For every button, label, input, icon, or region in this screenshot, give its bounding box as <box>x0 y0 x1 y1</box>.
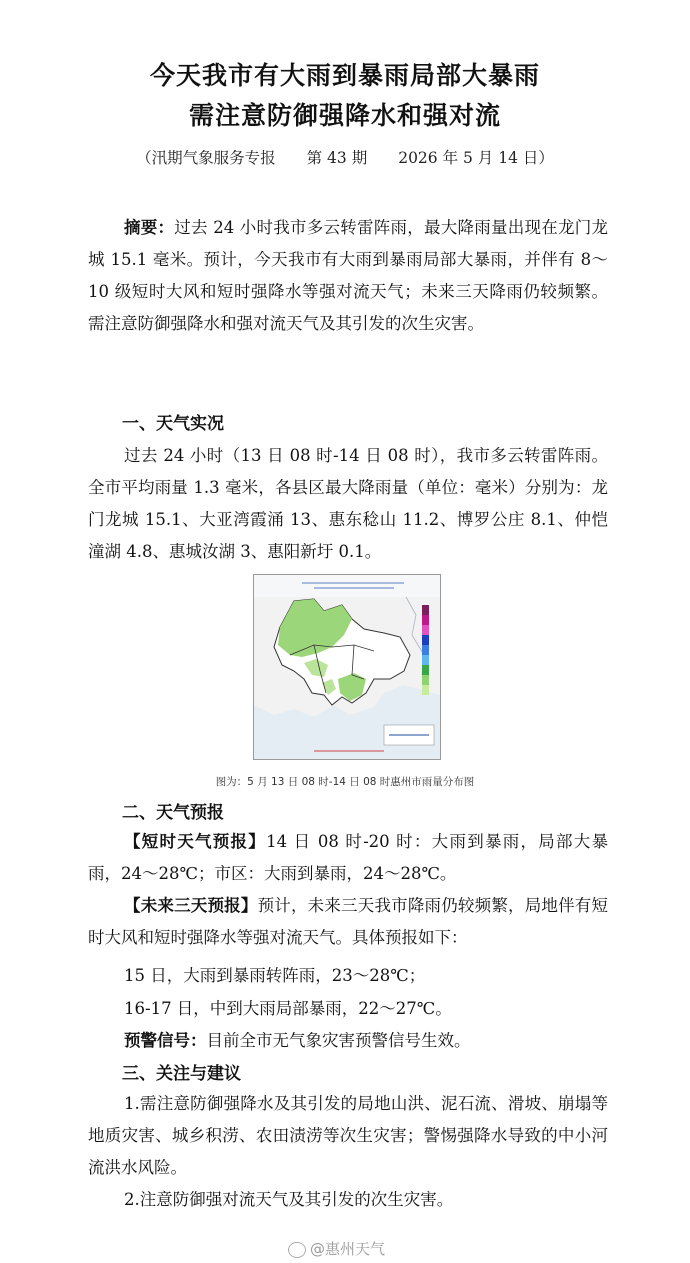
legend-swatch <box>422 665 429 675</box>
legend-swatch <box>422 645 429 655</box>
legend-swatch <box>422 605 429 615</box>
summary-paragraph <box>88 212 608 340</box>
weibo-icon <box>288 1242 306 1258</box>
title-line-2: 需注意防御强降水和强对流 <box>188 101 501 130</box>
forecast-day-15: 15 日，大雨到暴雨转阵雨，23～28℃； <box>124 966 426 985</box>
short-forecast <box>88 826 608 890</box>
summary-label: 摘要： <box>124 218 175 237</box>
warning-text: 目前全市无气象灾害预警信号生效。 <box>206 1031 471 1050</box>
three-day-forecast <box>88 890 608 954</box>
legend-swatch <box>422 675 429 685</box>
advice-item-1: 1.需注意防御强降水及其引发的局地山洪、泥石流、滑坡、崩塌等地质灾害、城乡积涝、农田渍涝等次生灾害；警惕强降水导致的中小河流洪水风险。 <box>88 1094 608 1177</box>
legend-swatch <box>422 625 429 635</box>
weibo-watermark <box>288 1238 385 1259</box>
section1-text: 过去 24 小时（13 日 08 时-14 日 08 时），我市多云转雷阵雨。全市平均雨量 1.3 毫米，各县区最大降雨量（单位：毫米）分别为：龙门龙城 15.1、大亚湾霞涌 13、惠东稔山 11.2、博罗公庄 8.1、仲恺潼湖 4.8、惠城汝湖 3、惠阳新圩 0.1。 <box>88 446 608 561</box>
short-forecast-label: 【短时天气预报】 <box>124 832 267 851</box>
map-caption: 图为：5 月 13 日 08 时-14 日 08 时惠州市雨量分布图 <box>215 776 475 788</box>
summary-text: 过去 24 小时我市多云转雷阵雨，最大降雨量出现在龙门龙城 15.1 毫米。预计，今天我市有大雨到暴雨局部大暴雨，并伴有 8～10 级短时大风和短时强降水等强对流天气；未来三天降雨仍较频繁。需注意防御强降水和强对流天气及其引发的次生灾害。 <box>88 218 608 333</box>
section1-heading: 一、天气实况 <box>122 414 224 434</box>
rainfall-map-graphic <box>254 575 440 759</box>
short-forecast-text: 14 日 08 时-20 时：大雨到暴雨，局部大暴雨，24～28℃；市区：大雨到暴雨，24～28℃。 <box>88 832 609 883</box>
forecast-day-16-17: 16-17 日，中到大雨局部暴雨，22～27℃。 <box>124 999 452 1018</box>
section3-heading: 三、关注与建议 <box>122 1064 241 1084</box>
issue-info: （汛期气象服务专报 第 43 期 2026 年 5 月 14 日） <box>136 149 554 167</box>
warning-label: 预警信号： <box>124 1031 207 1050</box>
three-day-label: 【未来三天预报】 <box>124 896 258 915</box>
warning-signal <box>124 1027 471 1051</box>
advice-item-2: 2.注意防御强对流天气及其引发的次生灾害。 <box>124 1190 454 1209</box>
legend-swatch <box>422 655 429 665</box>
legend-swatch <box>422 685 429 695</box>
section2-heading: 二、天气预报 <box>122 803 224 823</box>
title-line-1: 今天我市有大雨到暴雨局部大暴雨 <box>149 61 540 90</box>
rainfall-map <box>253 574 441 760</box>
map-header-band <box>254 575 440 597</box>
three-day-text: 预计，未来三天我市降雨仍较频繁，局地伴有短时大风和短时强降水等强对流天气。具体预报如下： <box>88 896 609 947</box>
legend-swatch <box>422 635 429 645</box>
legend-swatch <box>422 615 429 625</box>
watermark-text: @惠州天气 <box>310 1240 386 1258</box>
